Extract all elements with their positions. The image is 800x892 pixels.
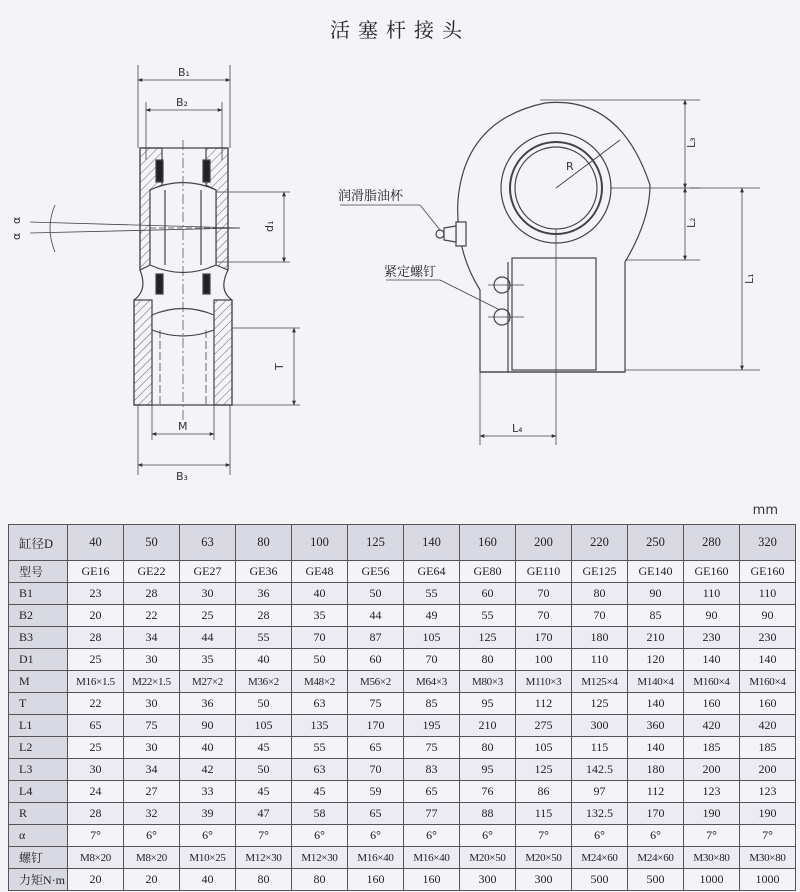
page-title: 活塞杆接头 bbox=[330, 18, 470, 42]
table-cell: 105 bbox=[404, 627, 460, 649]
row-label: 螺钉 bbox=[9, 847, 68, 869]
table-cell: 125 bbox=[572, 693, 628, 715]
table-cell: M160×4 bbox=[684, 671, 740, 693]
table-cell: 70 bbox=[292, 627, 348, 649]
table-cell: 34 bbox=[124, 759, 180, 781]
table-cell: 63 bbox=[292, 759, 348, 781]
dim-l2-label: L₂ bbox=[685, 217, 698, 228]
table-header-row bbox=[9, 525, 796, 561]
table-row bbox=[9, 847, 796, 869]
table-cell: 7° bbox=[740, 825, 796, 847]
row-label: 力矩N·m bbox=[9, 869, 68, 891]
table-cell: 25 bbox=[68, 737, 124, 759]
table-cell: 63 bbox=[292, 693, 348, 715]
table-cell: 170 bbox=[628, 803, 684, 825]
table-cell: 85 bbox=[628, 605, 684, 627]
table-cell: M30×80 bbox=[740, 847, 796, 869]
table-cell: M22×1.5 bbox=[124, 671, 180, 693]
table-cell: 50 bbox=[348, 583, 404, 605]
table-row bbox=[9, 605, 796, 627]
table-cell: M27×2 bbox=[180, 671, 236, 693]
table-cell: 60 bbox=[460, 583, 516, 605]
table-cell: 77 bbox=[404, 803, 460, 825]
table-cell: 63 bbox=[180, 525, 236, 561]
table-cell: 30 bbox=[180, 583, 236, 605]
row-label: 缸径D bbox=[9, 525, 68, 561]
table-cell: 33 bbox=[180, 781, 236, 803]
table-cell: 160 bbox=[348, 869, 404, 891]
table-cell: 95 bbox=[460, 759, 516, 781]
row-label: α bbox=[9, 825, 68, 847]
table-cell: 160 bbox=[740, 693, 796, 715]
table-cell: 115 bbox=[572, 737, 628, 759]
table-cell: 190 bbox=[740, 803, 796, 825]
table-cell: M56×2 bbox=[348, 671, 404, 693]
table-cell: 135 bbox=[292, 715, 348, 737]
table-cell: 170 bbox=[348, 715, 404, 737]
table-cell: 6° bbox=[628, 825, 684, 847]
table-cell: 28 bbox=[236, 605, 292, 627]
table-cell: 6° bbox=[180, 825, 236, 847]
table-cell: M48×2 bbox=[292, 671, 348, 693]
table-cell: 70 bbox=[572, 605, 628, 627]
table-cell: 39 bbox=[180, 803, 236, 825]
table-cell: GE80 bbox=[460, 561, 516, 583]
table-cell: 30 bbox=[68, 759, 124, 781]
table-cell: GE160 bbox=[684, 561, 740, 583]
table-cell: M24×60 bbox=[628, 847, 684, 869]
dim-b1-label: B₁ bbox=[178, 66, 190, 79]
table-cell: 60 bbox=[348, 649, 404, 671]
table-cell: GE160 bbox=[740, 561, 796, 583]
table-cell: 65 bbox=[348, 803, 404, 825]
table-cell: 125 bbox=[348, 525, 404, 561]
dim-alpha-label-1: α bbox=[10, 232, 23, 240]
table-cell: GE140 bbox=[628, 561, 684, 583]
table-cell: 160 bbox=[404, 869, 460, 891]
table-row bbox=[9, 561, 796, 583]
table-cell: 65 bbox=[404, 781, 460, 803]
table-cell: 125 bbox=[516, 759, 572, 781]
table-cell: 70 bbox=[348, 759, 404, 781]
table-cell: M24×60 bbox=[572, 847, 628, 869]
table-cell: 250 bbox=[628, 525, 684, 561]
table-cell: M12×30 bbox=[236, 847, 292, 869]
table-cell: 55 bbox=[460, 605, 516, 627]
table-cell: 44 bbox=[348, 605, 404, 627]
table-cell: 80 bbox=[236, 525, 292, 561]
table-cell: 45 bbox=[236, 781, 292, 803]
table-cell: GE48 bbox=[292, 561, 348, 583]
table-cell: 190 bbox=[684, 803, 740, 825]
dim-t-label: T bbox=[273, 363, 286, 370]
table-cell: 6° bbox=[460, 825, 516, 847]
table-cell: 300 bbox=[460, 869, 516, 891]
callout-grease-cup: 润滑脂油杯 bbox=[338, 189, 404, 204]
table-cell: 30 bbox=[124, 737, 180, 759]
table-cell: 30 bbox=[124, 649, 180, 671]
table-cell: 210 bbox=[460, 715, 516, 737]
dim-l3-label: L₃ bbox=[685, 137, 698, 148]
table-cell: 80 bbox=[236, 869, 292, 891]
table-cell: M36×2 bbox=[236, 671, 292, 693]
table-cell: 65 bbox=[68, 715, 124, 737]
table-cell: 160 bbox=[460, 525, 516, 561]
table-cell: 1000 bbox=[684, 869, 740, 891]
table-cell: 80 bbox=[572, 583, 628, 605]
table-cell: 28 bbox=[68, 627, 124, 649]
table-cell: 500 bbox=[628, 869, 684, 891]
table-cell: 40 bbox=[68, 525, 124, 561]
table-cell: 88 bbox=[460, 803, 516, 825]
table-cell: 132.5 bbox=[572, 803, 628, 825]
table-cell: 123 bbox=[740, 781, 796, 803]
table-cell: 100 bbox=[292, 525, 348, 561]
table-cell: 7° bbox=[516, 825, 572, 847]
table-cell: 45 bbox=[292, 781, 348, 803]
table-cell: 22 bbox=[68, 693, 124, 715]
table-cell: M140×4 bbox=[628, 671, 684, 693]
table-cell: 140 bbox=[740, 649, 796, 671]
table-cell: 110 bbox=[572, 649, 628, 671]
table-cell: 76 bbox=[460, 781, 516, 803]
table-cell: M20×50 bbox=[516, 847, 572, 869]
table-cell: 142.5 bbox=[572, 759, 628, 781]
table-cell: 22 bbox=[124, 605, 180, 627]
table-cell: M64×3 bbox=[404, 671, 460, 693]
table-cell: 1000 bbox=[740, 869, 796, 891]
table-cell: 55 bbox=[236, 627, 292, 649]
table-cell: 90 bbox=[740, 605, 796, 627]
table-cell: 59 bbox=[348, 781, 404, 803]
dim-r-label: R bbox=[566, 160, 574, 173]
table-cell: GE110 bbox=[516, 561, 572, 583]
table-cell: GE125 bbox=[572, 561, 628, 583]
table-cell: 105 bbox=[236, 715, 292, 737]
table-row bbox=[9, 781, 796, 803]
table-cell: 115 bbox=[516, 803, 572, 825]
table-cell: 28 bbox=[68, 803, 124, 825]
table-cell: 34 bbox=[124, 627, 180, 649]
table-cell: 75 bbox=[348, 693, 404, 715]
table-cell: 65 bbox=[348, 737, 404, 759]
table-cell: M160×4 bbox=[740, 671, 796, 693]
table-cell: 86 bbox=[516, 781, 572, 803]
table-cell: 25 bbox=[180, 605, 236, 627]
table-cell: 220 bbox=[572, 525, 628, 561]
table-cell: 7° bbox=[68, 825, 124, 847]
table-cell: 120 bbox=[628, 649, 684, 671]
table-cell: 45 bbox=[236, 737, 292, 759]
table-cell: 97 bbox=[572, 781, 628, 803]
table-cell: 58 bbox=[292, 803, 348, 825]
table-cell: 6° bbox=[348, 825, 404, 847]
table-cell: 140 bbox=[628, 737, 684, 759]
table-cell: M20×50 bbox=[460, 847, 516, 869]
row-label: D1 bbox=[9, 649, 68, 671]
table-cell: 110 bbox=[684, 583, 740, 605]
table-cell: 40 bbox=[236, 649, 292, 671]
table-cell: 90 bbox=[628, 583, 684, 605]
table-cell: M80×3 bbox=[460, 671, 516, 693]
table-cell: GE56 bbox=[348, 561, 404, 583]
table-cell: M16×40 bbox=[404, 847, 460, 869]
table-cell: 275 bbox=[516, 715, 572, 737]
table-cell: 47 bbox=[236, 803, 292, 825]
table-row bbox=[9, 737, 796, 759]
table-cell: 100 bbox=[516, 649, 572, 671]
dim-alpha-label-2: α bbox=[10, 216, 23, 224]
table-cell: 6° bbox=[124, 825, 180, 847]
table-cell: 6° bbox=[572, 825, 628, 847]
table-cell: 6° bbox=[404, 825, 460, 847]
table-cell: 49 bbox=[404, 605, 460, 627]
table-cell: 180 bbox=[628, 759, 684, 781]
table-cell: 420 bbox=[740, 715, 796, 737]
dim-l4-label: L₄ bbox=[512, 422, 523, 435]
table-cell: 420 bbox=[684, 715, 740, 737]
table-cell: 200 bbox=[684, 759, 740, 781]
table-cell: 80 bbox=[460, 649, 516, 671]
table-cell: 90 bbox=[684, 605, 740, 627]
table-cell: 230 bbox=[740, 627, 796, 649]
table-cell: 44 bbox=[180, 627, 236, 649]
table-cell: GE22 bbox=[124, 561, 180, 583]
table-cell: 83 bbox=[404, 759, 460, 781]
table-cell: GE27 bbox=[180, 561, 236, 583]
table-cell: 80 bbox=[460, 737, 516, 759]
dim-d1-label: d₁ bbox=[263, 220, 276, 232]
table-cell: 112 bbox=[628, 781, 684, 803]
table-cell: 32 bbox=[124, 803, 180, 825]
table-cell: 30 bbox=[124, 693, 180, 715]
table-cell: M110×3 bbox=[516, 671, 572, 693]
table-cell: 24 bbox=[68, 781, 124, 803]
table-cell: M30×80 bbox=[684, 847, 740, 869]
table-cell: 87 bbox=[348, 627, 404, 649]
table-cell: 50 bbox=[236, 693, 292, 715]
table-cell: 85 bbox=[404, 693, 460, 715]
row-label: B1 bbox=[9, 583, 68, 605]
table-cell: 40 bbox=[292, 583, 348, 605]
table-row bbox=[9, 693, 796, 715]
table-cell: 95 bbox=[460, 693, 516, 715]
table-cell: 36 bbox=[236, 583, 292, 605]
table-cell: 20 bbox=[124, 869, 180, 891]
table-cell: 27 bbox=[124, 781, 180, 803]
table-cell: 280 bbox=[684, 525, 740, 561]
row-label: L3 bbox=[9, 759, 68, 781]
table-row bbox=[9, 627, 796, 649]
table-cell: 35 bbox=[180, 649, 236, 671]
row-label: L1 bbox=[9, 715, 68, 737]
table-cell: GE36 bbox=[236, 561, 292, 583]
table-cell: 6° bbox=[292, 825, 348, 847]
table-cell: M16×1.5 bbox=[68, 671, 124, 693]
table-row bbox=[9, 649, 796, 671]
table-cell: 70 bbox=[404, 649, 460, 671]
row-label: T bbox=[9, 693, 68, 715]
table-cell: 70 bbox=[516, 605, 572, 627]
table-cell: M8×20 bbox=[124, 847, 180, 869]
table-cell: 300 bbox=[516, 869, 572, 891]
table-cell: M125×4 bbox=[572, 671, 628, 693]
table-cell: 112 bbox=[516, 693, 572, 715]
table-cell: 180 bbox=[572, 627, 628, 649]
table-cell: 140 bbox=[404, 525, 460, 561]
table-cell: 360 bbox=[628, 715, 684, 737]
table-cell: 70 bbox=[516, 583, 572, 605]
table-cell: 20 bbox=[68, 869, 124, 891]
table-cell: 55 bbox=[292, 737, 348, 759]
dim-b2-label: B₂ bbox=[176, 96, 188, 109]
table-row bbox=[9, 759, 796, 781]
table-row bbox=[9, 825, 796, 847]
table-cell: 75 bbox=[124, 715, 180, 737]
table-cell: 80 bbox=[292, 869, 348, 891]
table-cell: 7° bbox=[236, 825, 292, 847]
table-cell: 75 bbox=[404, 737, 460, 759]
table-cell: 160 bbox=[684, 693, 740, 715]
side-view bbox=[436, 102, 650, 372]
table-cell: 125 bbox=[460, 627, 516, 649]
table-cell: 20 bbox=[68, 605, 124, 627]
table-cell: 200 bbox=[516, 525, 572, 561]
table-cell: 23 bbox=[68, 583, 124, 605]
table-cell: 25 bbox=[68, 649, 124, 671]
table-cell: 35 bbox=[292, 605, 348, 627]
dim-m-label: M bbox=[178, 420, 188, 433]
table-cell: 55 bbox=[404, 583, 460, 605]
dim-l1-label: L₁ bbox=[743, 273, 756, 284]
table-cell: 7° bbox=[684, 825, 740, 847]
table-cell: M8×20 bbox=[68, 847, 124, 869]
table-cell: 500 bbox=[572, 869, 628, 891]
table-cell: 140 bbox=[684, 649, 740, 671]
table-cell: M10×25 bbox=[180, 847, 236, 869]
table-cell: M12×30 bbox=[292, 847, 348, 869]
table-cell: 40 bbox=[180, 737, 236, 759]
table-cell: 185 bbox=[740, 737, 796, 759]
table-cell: 300 bbox=[572, 715, 628, 737]
table-cell: 28 bbox=[124, 583, 180, 605]
table-cell: 230 bbox=[684, 627, 740, 649]
row-label: M bbox=[9, 671, 68, 693]
table-cell: 36 bbox=[180, 693, 236, 715]
table-cell: GE64 bbox=[404, 561, 460, 583]
table-cell: 210 bbox=[628, 627, 684, 649]
table-row bbox=[9, 715, 796, 737]
table-cell: 140 bbox=[628, 693, 684, 715]
table-row bbox=[9, 671, 796, 693]
table-cell: 320 bbox=[740, 525, 796, 561]
table-cell: GE16 bbox=[68, 561, 124, 583]
table-cell: 123 bbox=[684, 781, 740, 803]
table-cell: 105 bbox=[516, 737, 572, 759]
table-cell: 50 bbox=[292, 649, 348, 671]
row-label: L2 bbox=[9, 737, 68, 759]
row-label: B2 bbox=[9, 605, 68, 627]
table-row bbox=[9, 869, 796, 891]
section-view bbox=[134, 140, 232, 420]
table-cell: 200 bbox=[740, 759, 796, 781]
table-cell: M16×40 bbox=[348, 847, 404, 869]
unit-label: mm bbox=[752, 503, 778, 518]
table-row bbox=[9, 583, 796, 605]
table-cell: 50 bbox=[236, 759, 292, 781]
table-cell: 42 bbox=[180, 759, 236, 781]
dim-b3-label: B₃ bbox=[176, 470, 188, 483]
table-cell: 195 bbox=[404, 715, 460, 737]
row-label: B3 bbox=[9, 627, 68, 649]
spec-table bbox=[8, 524, 796, 891]
table-row bbox=[9, 803, 796, 825]
row-label: 型号 bbox=[9, 561, 68, 583]
table-cell: 185 bbox=[684, 737, 740, 759]
table-cell: 40 bbox=[180, 869, 236, 891]
table-cell: 50 bbox=[124, 525, 180, 561]
callout-set-screw: 紧定螺钉 bbox=[384, 265, 437, 280]
table-cell: 110 bbox=[740, 583, 796, 605]
row-label: R bbox=[9, 803, 68, 825]
row-label: L4 bbox=[9, 781, 68, 803]
table-cell: 90 bbox=[180, 715, 236, 737]
table-cell: 170 bbox=[516, 627, 572, 649]
